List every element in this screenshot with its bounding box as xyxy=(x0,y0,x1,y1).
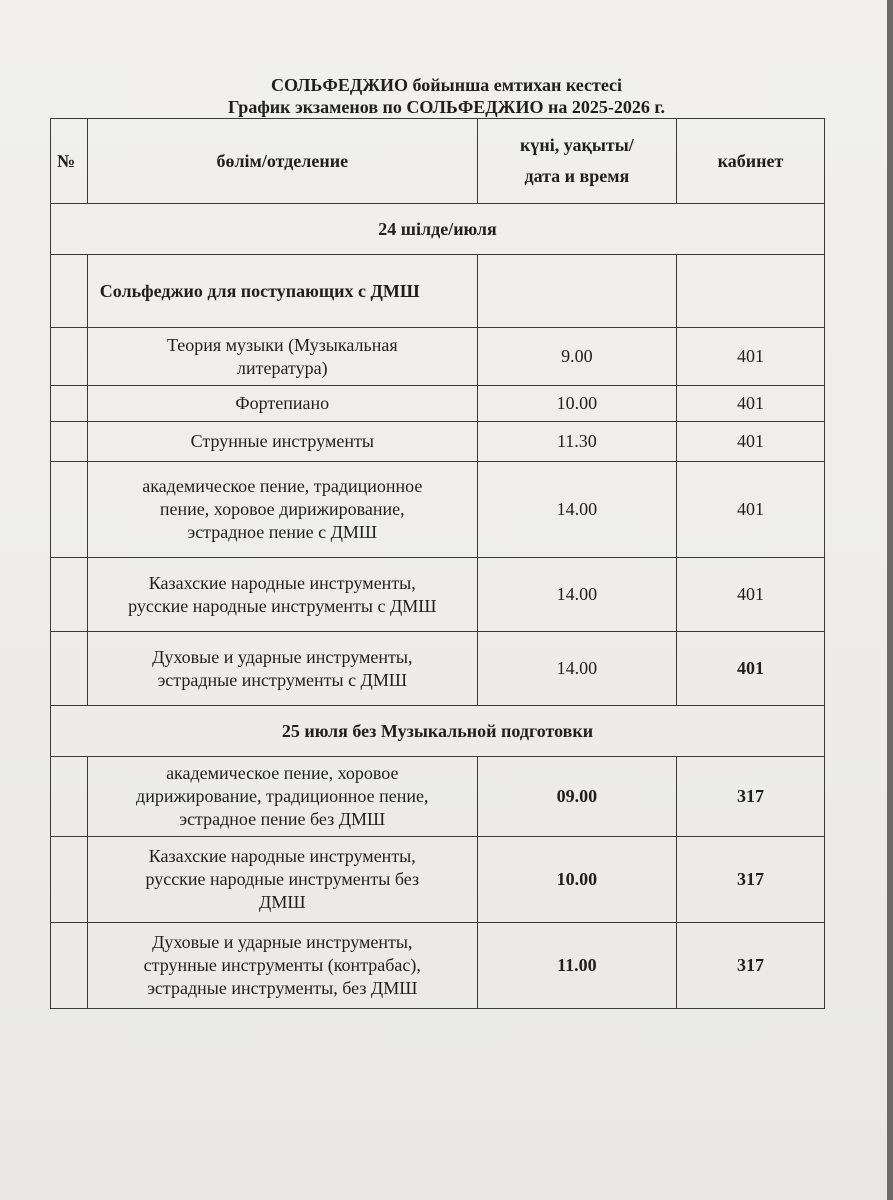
department-line: Духовые и ударные инструменты, xyxy=(152,646,413,667)
table-cell-department xyxy=(87,837,477,923)
table-cell-department xyxy=(87,558,477,632)
department-line: Теория музыки (Музыкальная xyxy=(166,334,398,355)
table-cell-number xyxy=(51,558,88,632)
table-cell-time: 09.00 xyxy=(477,757,676,837)
table-cell-number xyxy=(51,837,88,923)
document-title-ru: График экзаменов по СОЛЬФЕДЖИО на 2025-2026 г. xyxy=(227,97,665,117)
department-line: академическое пение, традиционное xyxy=(142,476,423,496)
table-cell-department xyxy=(87,632,477,706)
department-line: эстрадные инструменты, без ДМШ xyxy=(147,978,418,998)
table-cell-number xyxy=(51,757,88,837)
table-cell-department xyxy=(87,422,477,462)
table-row xyxy=(51,632,825,706)
department-line: Фортепиано xyxy=(235,393,330,413)
table-row xyxy=(51,462,825,558)
table-cell-number xyxy=(51,462,88,558)
header-number: № xyxy=(51,119,88,204)
table-cell-number xyxy=(51,386,88,422)
header-room: кабинет xyxy=(676,119,824,204)
department-line: Духовые и ударные инструменты, xyxy=(152,932,413,952)
table-row xyxy=(51,757,825,837)
table-cell-room: 317 xyxy=(676,923,824,1009)
table-row xyxy=(51,422,825,462)
subheader-row xyxy=(51,255,825,328)
department-line: литература) xyxy=(236,357,328,378)
background-fabric xyxy=(887,0,893,1200)
department-line: Казахские народные инструменты, xyxy=(148,846,416,866)
table-row xyxy=(51,923,825,1009)
header-date-line-1: күні, уақыты/ xyxy=(519,135,634,155)
table-cell-time: 14.00 xyxy=(477,462,676,558)
department-line: русские народные инструменты с ДМШ xyxy=(128,595,437,616)
day-row xyxy=(51,204,825,255)
table-cell-date xyxy=(477,255,676,328)
department-line: ДМШ xyxy=(259,892,306,912)
table-cell-room: 317 xyxy=(676,757,824,837)
table-cell-time: 14.00 xyxy=(477,632,676,706)
subheader-label: Сольфеджио для поступающих с ДМШ xyxy=(87,255,477,328)
table-row xyxy=(51,386,825,422)
header-date-time xyxy=(477,119,676,204)
table-cell-number xyxy=(51,255,88,328)
day-label: 24 шілде/июля xyxy=(51,204,825,255)
department-line: дирижирование, традиционное пение, xyxy=(136,786,429,806)
department-line: эстрадное пение с ДМШ xyxy=(187,522,378,542)
table-cell-department xyxy=(87,462,477,558)
table-cell-department xyxy=(87,923,477,1009)
document-title-kz: СОЛЬФЕДЖИО бойынша емтихан кестесі xyxy=(270,75,623,95)
table-cell-time: 10.00 xyxy=(477,386,676,422)
table-cell-number xyxy=(51,923,88,1009)
day-label: 25 июля без Музыкальной подготовки xyxy=(51,706,825,757)
header-department: бөлім/отделение xyxy=(87,119,477,204)
table-cell-department xyxy=(87,328,477,386)
table-cell-number xyxy=(51,632,88,706)
table-header-row xyxy=(51,119,825,204)
table-cell-department xyxy=(87,386,477,422)
table-cell-time: 11.30 xyxy=(477,422,676,462)
table-cell-time: 14.00 xyxy=(477,558,676,632)
table-cell-department xyxy=(87,757,477,837)
department-line: эстрадное пение без ДМШ xyxy=(179,809,386,829)
table-cell-room: 401 xyxy=(676,632,824,706)
table-cell-room: 401 xyxy=(676,558,824,632)
table-cell-time: 11.00 xyxy=(477,923,676,1009)
table-row xyxy=(51,328,825,386)
department-line: академическое пение, хоровое xyxy=(166,763,399,783)
day-row xyxy=(51,706,825,757)
department-line: эстрадные инструменты с ДМШ xyxy=(157,669,407,690)
table-cell-room xyxy=(676,255,824,328)
table-cell-room: 401 xyxy=(676,328,824,386)
header-date-line-2: дата и время xyxy=(524,166,630,186)
exam-schedule-table xyxy=(50,118,825,1009)
table-cell-number xyxy=(51,328,88,386)
department-line: Струнные инструменты xyxy=(190,431,374,451)
department-line: Казахские народные инструменты, xyxy=(148,572,416,593)
table-cell-room: 317 xyxy=(676,837,824,923)
table-cell-room: 401 xyxy=(676,422,824,462)
table-cell-room: 401 xyxy=(676,386,824,422)
department-line: русские народные инструменты без xyxy=(145,869,420,889)
table-cell-time: 10.00 xyxy=(477,837,676,923)
table-cell-number xyxy=(51,422,88,462)
department-line: пение, хоровое дирижирование, xyxy=(159,499,405,519)
table-cell-room: 401 xyxy=(676,462,824,558)
table-row xyxy=(51,558,825,632)
department-line: струнные инструменты (контрабас), xyxy=(143,955,421,975)
table-cell-time: 9.00 xyxy=(477,328,676,386)
table-row xyxy=(51,837,825,923)
